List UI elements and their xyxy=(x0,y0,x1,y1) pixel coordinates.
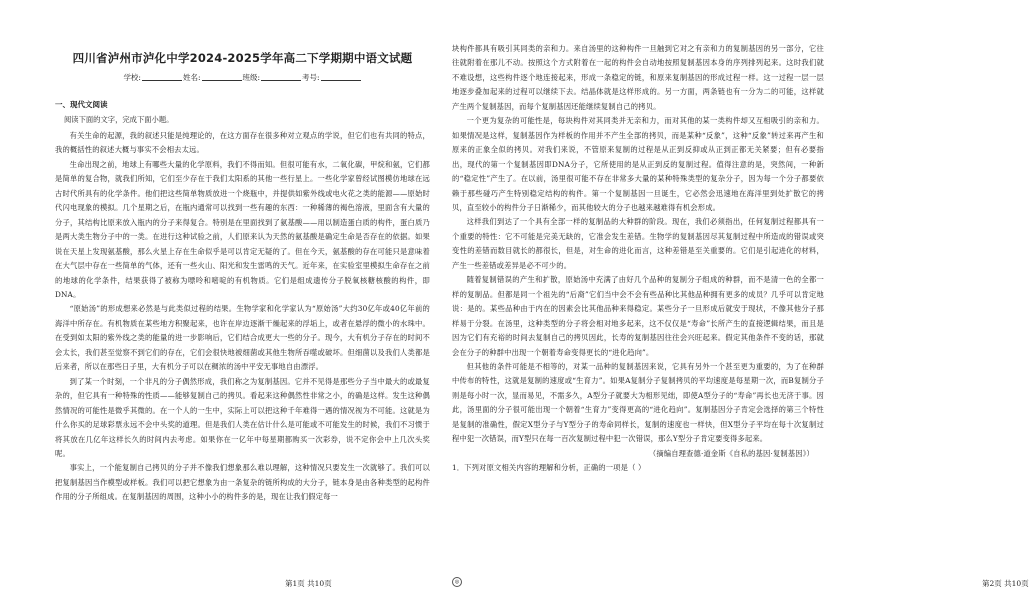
name-label: 姓名: xyxy=(182,73,201,82)
passage-paragraph: 但其他的条件可能是不相等的，对某一品种的复制基因来说，它具有另外一个甚至更为重要的，为了在种群中传布的特性，这就是复制的速度或“生育力”。如果A复制分子复制拷贝的平均速度是每星期一次，而B复制分子则是每小时一次，显而易见，不需多久，A型分子就要大为相形见绌，即使A型分子的“寿命”再长也无济于事。因此，汤里面的分子很可能出现一个朝着“生育力”变得更高的“进化趋向”。复制基因分子肯定会选择的第三个特性是复制的准确性，假定X型分子与Y型分子的寿命同样长，复制的速度也一样快，但X型分子平均在每十次复制过程中犯一次错误，而Y型只在每一百次复制过程中犯一次错误，那么Y型分子肯定要变得多起来。 xyxy=(452,361,824,444)
passage-paragraph: 生命出现之前，地球上有哪些大量的化学原料，我们不得而知。但很可能有水，二氧化碳，甲烷和氨，它们都是简单的复合物，就我们所知，它们至少存在于我们太阳系的其他一些行星上。一些化学家曾经试图模仿地球在远古时代所具有的化学条件。他们把这些简单物质放进一个烧瓶中，并提供如紫外线或电火花之类的能源——原始时代闪电现象的模拟。几个星期之后，在瓶内通常可以找到一些有趣的东西：一种稀薄的褐色溶液，里面含有大量的分子，其结构比原来放入瓶内的分子来得复合。特别是在里面找到了氨基酸——用以制造蛋白质的构件，蛋白质乃是两大类生物分子中的一类。在进行这种试验之前，人们原来认为天然的氨基酸是确定生命是否存在的依据。如果说在天星上发现氨基酸，那么火星上存在生命似乎是可以肯定无疑的了。但在今天，氨基酸的存在可能只是意味着在大气层中存在一些简单的气体，还有一些火山、阳光和发生雷鸣的天气。近年来，在实验室里模拟生命存在之前的地球的化学条件，结果获得了被称为嘌呤和嘧啶的有机物质。它们是组成遗传分子脱氧核糖核酸的构件，即DNA。 xyxy=(55,159,430,299)
class-blank[interactable] xyxy=(261,72,301,81)
passage-paragraph: 这样我们到达了一个具有全部一样的复制品的大种群的阶段。现在，我们必须指出，任何复制过程都具有一个重要的特性：它不可能是完美无缺的，它准会发生差错。生物学的复制基因尽其复制过程中所造成的错误或突变性的差错而数目就长的都很长，但是，对生命的进化而言，这种差错是至关重要的。它们是引起进化的材料，产生一些差错或差异是必不可少的。 xyxy=(452,217,824,270)
question-1[interactable]: 1．下列对原文相关内容的理解和分析，正确的一项是（ ） xyxy=(452,463,646,473)
passage-paragraph: 有关生命的起源，我的叙述只能是纯理论的，在这方面存在很多种对立观点的学说，但它们也有共同的特点，我的概括性的叙述大概与事实不会相去太远。 xyxy=(55,131,430,155)
passage-paragraph: “原始汤”的形成想来必然是与此类似过程的结果。生物学家和化学家认为“原始汤”大约30亿年或40亿年前的海洋中所存在。有机物质在某些地方积聚起来，也许在岸边逐渐干燥起来的浮垢上，或者在悬浮的微小的水珠中。在受到如太阳的紫外线之类的能量的进一步影响后，它们结合成更大一些的分子。现今，大有机分子存在的时间不会太长，我们甚至觉察不到它们的存在，它们会很快地被细菌或其他生物所吞噬或破坏。但细菌以及我们人类都是后来者，所以在那些日子里，大有机分子可以在稠浓的汤中平安无事地自由漂浮。 xyxy=(55,304,430,372)
student-info-line xyxy=(55,72,430,83)
binding-mark-icon: ◎ xyxy=(452,577,462,587)
right-page xyxy=(452,0,1029,608)
exam-no-label: 考号: xyxy=(302,73,320,82)
exam-title: 四川省泸州市泸化中学2024-2025学年高二下学期期中语文试题 xyxy=(72,51,413,65)
passage-paragraph: 一个更为复杂的可能性是，每块构件对其同类并无亲和力，而对其他的某一类构件却又互相吸引的亲和力。如果情况是这样，复制基因作为样板的作用并不产生全部的拷贝，而是某种“反象”，这种“反象”转过来再产生和原来的正象全似的拷贝。对我们来说，不管原来复制的过程是从正到反抑或从正到正都无关紧要；但有必要指出，现代的第一个复制基因即DNA分子，它所使用的是从正到反的复制过程。值得注意的是，突然间，一种新的“稳定性”产生了。在以前，汤里很可能不存在非常多大量的某种特殊类型的复杂分子，因为每一个分子都要依赖于那些碰巧产生特别稳定结构的构件。第一个复制基因一旦诞生，它必然会迅速地在海洋里到处扩散它的拷贝，直至较小的构件分子日渐稀少，而其他较大的分子也越来越难得有机会形成。 xyxy=(452,116,824,212)
class-label: 班级: xyxy=(242,73,261,82)
school-label: 学校: xyxy=(123,73,141,82)
page-number-left: 第1页 共10页 xyxy=(285,579,332,588)
source-note: （摘编自理查德·道金斯《自私的基因·复制基因》） xyxy=(648,448,814,458)
section-heading: 一、现代文阅读 xyxy=(55,100,108,109)
passage-paragraph: 随着复制错误的产生和扩散，原始汤中充满了由好几个品种的复制分子组成的种群，而不是清一色的全都一样的复制品。但都是同一个祖先的“后裔”它们当中会不会有些品种比其他品种拥有更多的成员？几乎可以肯定地说：是的。某些品种由于内在的因素会比其他品种来得稳定。某些分子一旦形成后就安于现状，不像其他分子那样易于分裂。在汤里，这种类型的分子将会相对地多起来，这不仅仅是“寿命”长所产生的直接逻辑结果，而且是因为它们有充裕的时间去复制自己的拷贝因此，长寿的复制基因往往会兴旺起来。假定其他条件不变的话，那就会在分子的种群中出现一个朝着寿命变得更长的“进化趋向”。 xyxy=(452,275,824,357)
exam-no-blank[interactable] xyxy=(321,72,361,81)
left-page xyxy=(55,0,430,608)
page-number-right: 第2页 共10页 xyxy=(982,579,1029,588)
passage-paragraph: 事实上，一个能复制自己拷贝的分子并不像我们想象那么难以理解，这种情况只要发生一次就够了。我们可以把复制基因当作模型或样板。我们可以把它想象为由一条复杂的链所构成的大分子，链本身是由各种类型的起构件作用的分子所组成。在复制基因的周围，这种小小的构件多的是，现在让我们假定每一 xyxy=(55,463,430,502)
passage-paragraph: 到了某一个时刻，一个非凡的分子偶然形成，我们称之为复制基因。它并不见得是那些分子当中最大的或最复杂的，但它具有一种特殊的性质——能够复制自己的拷贝。看起来这种偶然性非常之小，的确是这样。发生这种偶然情况的可能性是微乎其微的。在一个人的一生中，实际上可以把这种千年难得一遇的情况视为不可能。这就是为什么你买的足球彩票永远不会中头奖的道理。但是我们人类在估计什么是可能或不可能发生的时候，我们不习惯于将其放在几亿年这样长久的时间内去考虑。如果你在一亿年中每星期都购买一次彩券，说不定你会中上几次头奖呢。 xyxy=(55,376,430,458)
passage-paragraph: 块构件都具有吸引其同类的亲和力。来自汤里的这种构件一旦触到它对之有亲和力的复制基因的另一部分，它往往就附着在那儿不动。按照这个方式附着在一起的构件会自动地按照复制基因本身的序列排列起来。这时我们就不难设想，这些构件逐个地连接起来，形成一条稳定的链，和原来复制基因的形成过程一样。这一过程一层一层地逐步叠加起来的过程可以继续下去。结晶体就是这样形成的。另一方面，两条链也有一分为二的可能，这样就产生两个复制基因，而每个复制基因还能继续复制自己的拷贝。 xyxy=(452,44,824,111)
passage-left xyxy=(55,129,430,505)
school-blank[interactable] xyxy=(142,72,182,81)
passage-right xyxy=(452,42,824,476)
section-intro: 阅读下面的文字，完成下面小题。 xyxy=(64,115,174,124)
name-blank[interactable] xyxy=(202,72,242,81)
